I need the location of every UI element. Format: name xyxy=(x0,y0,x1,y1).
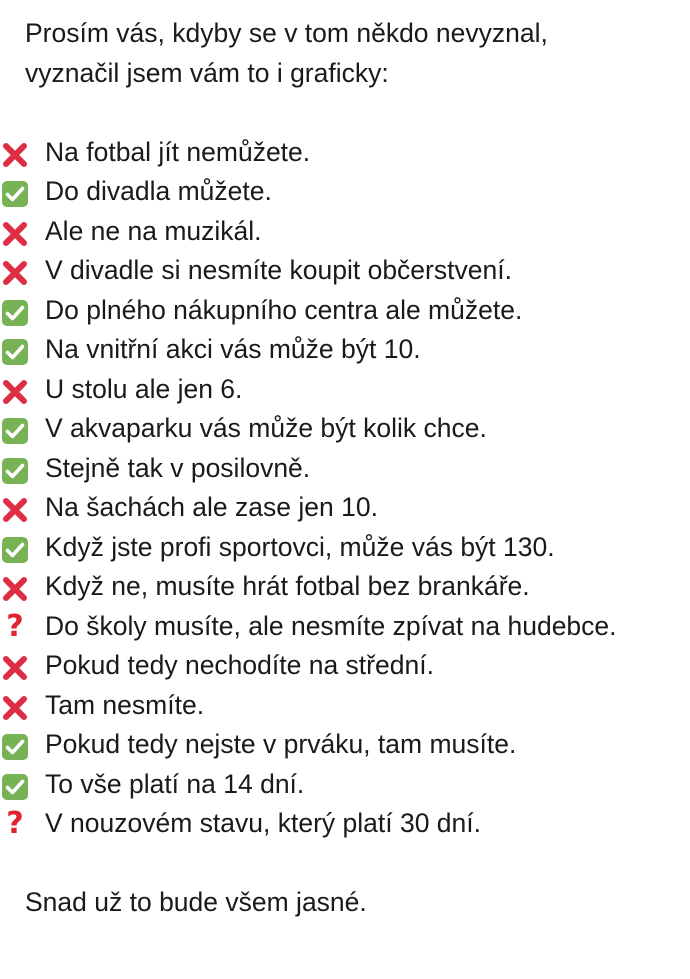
list-item xyxy=(1,646,675,686)
list-item-text: To vše platí na 14 dní. xyxy=(45,768,305,799)
list-item xyxy=(1,133,675,173)
list-item-text: Na fotbal jít nemůžete. xyxy=(45,136,311,167)
check-mark-icon xyxy=(1,457,29,485)
list-item-text: Pokud tedy nejste v prváku, tam musíte. xyxy=(45,729,517,759)
list-item xyxy=(1,725,675,765)
list-item-text: Na šachách ale zase jen 10. xyxy=(45,492,378,522)
status-list xyxy=(6,133,675,844)
question-mark-icon: ? xyxy=(6,608,24,644)
list-item-text: V akvaparku vás může být kolik chce. xyxy=(45,413,487,443)
list-item xyxy=(1,765,675,805)
list-item-text: Ale ne na muzikál. xyxy=(45,215,262,246)
list-item-text: U stolu ale jen 6. xyxy=(45,373,243,404)
cross-mark-icon xyxy=(1,654,29,682)
check-mark-icon xyxy=(1,773,29,801)
intro-line-2: vyznačil jsem vám to i graficky: xyxy=(25,57,389,88)
list-item xyxy=(1,686,675,726)
list-item xyxy=(1,172,675,212)
blank-line xyxy=(25,93,675,133)
blank-line xyxy=(25,844,675,884)
list-item xyxy=(1,804,675,844)
cross-mark-icon xyxy=(1,220,29,248)
outro-line: Snad už to bude všem jasné. xyxy=(25,887,367,917)
list-item xyxy=(1,212,675,252)
list-item-text: V nouzovém stavu, který platí 30 dní. xyxy=(45,808,482,838)
check-mark-icon xyxy=(1,299,29,327)
list-item xyxy=(1,528,675,568)
cross-mark-icon xyxy=(1,694,29,722)
list-item-text: V divadle si nesmíte koupit občerstvení. xyxy=(45,255,512,285)
list-item-text: Stejně tak v posilovně. xyxy=(45,452,311,483)
list-item xyxy=(1,251,675,291)
list-item-text: Do divadla můžete. xyxy=(45,176,272,206)
list-item-text: Když ne, musíte hrát fotbal bez brankáře. xyxy=(45,571,530,601)
cross-mark-icon xyxy=(1,575,29,603)
post-body xyxy=(6,14,675,923)
cross-mark-icon xyxy=(1,141,29,169)
check-mark-icon xyxy=(1,180,29,208)
list-item xyxy=(1,607,675,647)
cross-mark-icon xyxy=(1,378,29,406)
list-item-text: Do plného nákupního centra ale můžete. xyxy=(45,294,523,325)
check-mark-icon xyxy=(1,417,29,445)
check-mark-icon xyxy=(1,733,29,761)
list-item xyxy=(1,370,675,410)
question-mark-icon: ? xyxy=(6,806,24,841)
list-item xyxy=(1,291,675,331)
list-item xyxy=(1,449,675,489)
list-item xyxy=(1,409,675,449)
cross-mark-icon xyxy=(1,496,29,524)
list-item-text: Do školy musíte, ale nesmíte zpívat na hudebce. xyxy=(45,610,617,641)
list-item xyxy=(1,488,675,528)
intro-line-1: Prosím vás, kdyby se v tom někdo nevyznal, xyxy=(25,18,548,48)
cross-mark-icon xyxy=(1,259,29,287)
list-item xyxy=(1,567,675,607)
check-mark-icon xyxy=(1,536,29,564)
list-item-text: Pokud tedy nechodíte na střední. xyxy=(45,650,434,680)
list-item-text: Na vnitřní akci vás může být 10. xyxy=(45,334,421,364)
check-mark-icon xyxy=(1,338,29,366)
list-item xyxy=(1,330,675,370)
list-item-text: Tam nesmíte. xyxy=(45,689,205,720)
list-item-text: Když jste profi sportovci, může vás být 130. xyxy=(45,531,555,562)
